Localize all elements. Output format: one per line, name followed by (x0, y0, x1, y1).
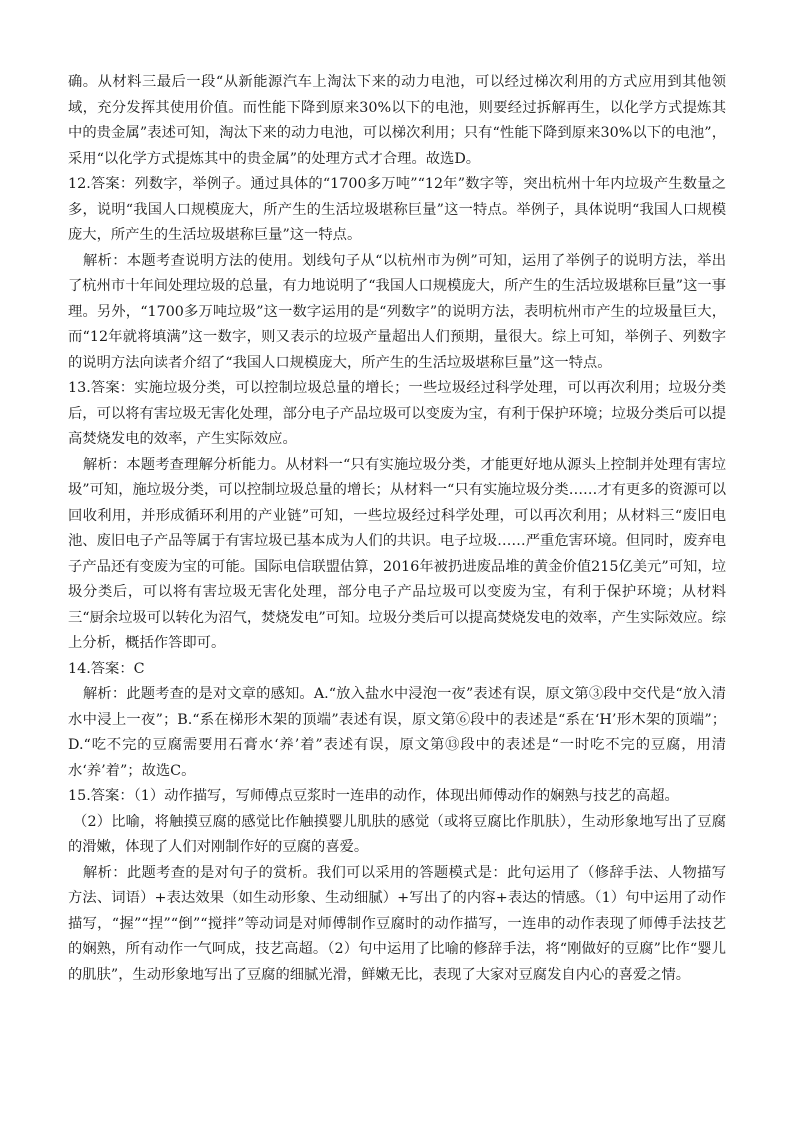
paragraph-q12-analysis: 解析：本题考查说明方法的使用。划线句子从“以杭州市为例”可知，运用了举例子的说明方法，举出了杭州市十年间处理垃圾的总量，有力地说明了“我国人口规模庞大，所产生的生活垃圾堪称巨量”这一事理。另外，“1700多万吨垃圾”这一数字运用的是“列数字”的说明方法，表明杭州市产生的垃圾量巨大，而“12年就将填满”这一数字，则又表示的垃圾产量超出人们预期，量很大。综上可知，举例子、列数字的说明方法向读者介绍了“我国人口规模庞大，所产生的生活垃圾堪称巨量”这一特点。 (68, 252, 726, 371)
paragraph-q12-answer: 12.答案：列数字，举例子。通过具体的“1700多万吨”“12年”数字等，突出杭州十年内垃圾产生数量之多，说明“我国人口规模庞大，所产生的生活垃圾堪称巨量”这一特点。举例子，具体说明“我国人口规模庞大，所产生的生活垃圾堪称巨量”这一特点。 (68, 176, 726, 243)
paragraph-q11-continuation: 确。从材料三最后一段“从新能源汽车上淘汰下来的动力电池，可以经过梯次利用的方式应用到其他领域，充分发挥其使用价值。而性能下降到原来30%以下的电池，则要经过拆解再生，以化学方式提炼其中的贵金属”表述可知，淘汰下来的动力电池，可以梯次利用；只有“性能下降到原来30%以下的电池”，采用“以化学方式提炼其中的贵金属”的处理方式才合理。故选D。 (68, 74, 726, 167)
paragraph-q15-answer-part2: （2）比喻，将触摸豆腐的感觉比作触摸婴儿肌肤的感觉（或将豆腐比作肌肤），生动形象地写出了豆腐的滑嫩，体现了人们对刚制作好的豆腐的喜爱。 (68, 813, 726, 855)
paragraph-q15-analysis: 解析：此题考查的是对句子的赏析。我们可以采用的答题模式是：此句运用了（修辞手法、人物描写方法、词语）+表达效果（如生动形象、生动细腻）+写出了的内容+表达的情感。（1）句中运用了动作描写，“握”“捏”“倒”“搅拌”等动词是对师傅制作豆腐时的动作描写，一连串的动作表现了师傅手法技艺的娴熟，所有动作一气呵成，技艺高超。（2）句中运用了比喻的修辞手法，将“刚做好的豆腐”比作“婴儿的肌肤”，生动形象地写出了豆腐的细腻光滑，鲜嫩无比，表现了大家对豆腐发自内心的喜爱之情。 (68, 864, 726, 983)
answer-sheet-page (68, 70, 726, 988)
paragraph-q14-answer: 14.答案：C (68, 660, 145, 677)
paragraph-q14-analysis: 解析：此题考查的是对文章的感知。A.“放入盐水中浸泡一夜”表述有误，原文第③段中交代是“放入清水中浸上一夜”；B.“系在梯形木架的顶端”表述有误，原文第⑥段中的表述是“系在‘H’形木架的顶端”；D.“吃不完的豆腐需要用石膏水‘养’着”表述有误，原文第⑬段中的表述是“一时吃不完的豆腐，用清水‘养’着”；故选C。 (68, 686, 726, 779)
paragraph-q13-answer: 13.答案：实施垃圾分类，可以控制垃圾总量的增长；一些垃圾经过科学处理，可以再次利用；垃圾分类后，可以将有害垃圾无害化处理，部分电子产品垃圾可以变废为宝，有利于保护环境；垃圾分类后可以提高焚烧发电的效率，产生实际效应。 (68, 380, 726, 447)
paragraph-q15-answer: 15.答案：（1）动作描写，写师傅点豆浆时一连串的动作，体现出师傅动作的娴熟与技艺的高超。 (68, 788, 679, 804)
paragraph-q13-analysis: 解析：本题考查理解分析能力。从材料一“只有实施垃圾分类，才能更好地从源头上控制并处理有害垃圾”可知，施垃圾分类，可以控制垃圾总量的增长；从材料一“只有实施垃圾分类……才有更多的资源可以回收利用，并形成循环利用的产业链”可知，一些垃圾经过科学处理，可以再次利用；从材料三“废旧电池、废旧电子产品等属于有害垃圾已基本成为人们的共识。电子垃圾……严重危害环境。但同时，废弃电子产品还有变废为宝的可能。国际电信联盟估算，2016年被扔进废品堆的黄金价值215亿美元”可知，垃圾分类后，可以将有害垃圾无害化处理，部分电子产品垃圾可以变废为宝，有利于保护环境；从材料三“厨余垃圾可以转化为沼气，焚烧发电”可知。垃圾分类后可以提高焚烧发电的效率，产生实际效应。综上分析，概括作答即可。 (68, 456, 726, 651)
